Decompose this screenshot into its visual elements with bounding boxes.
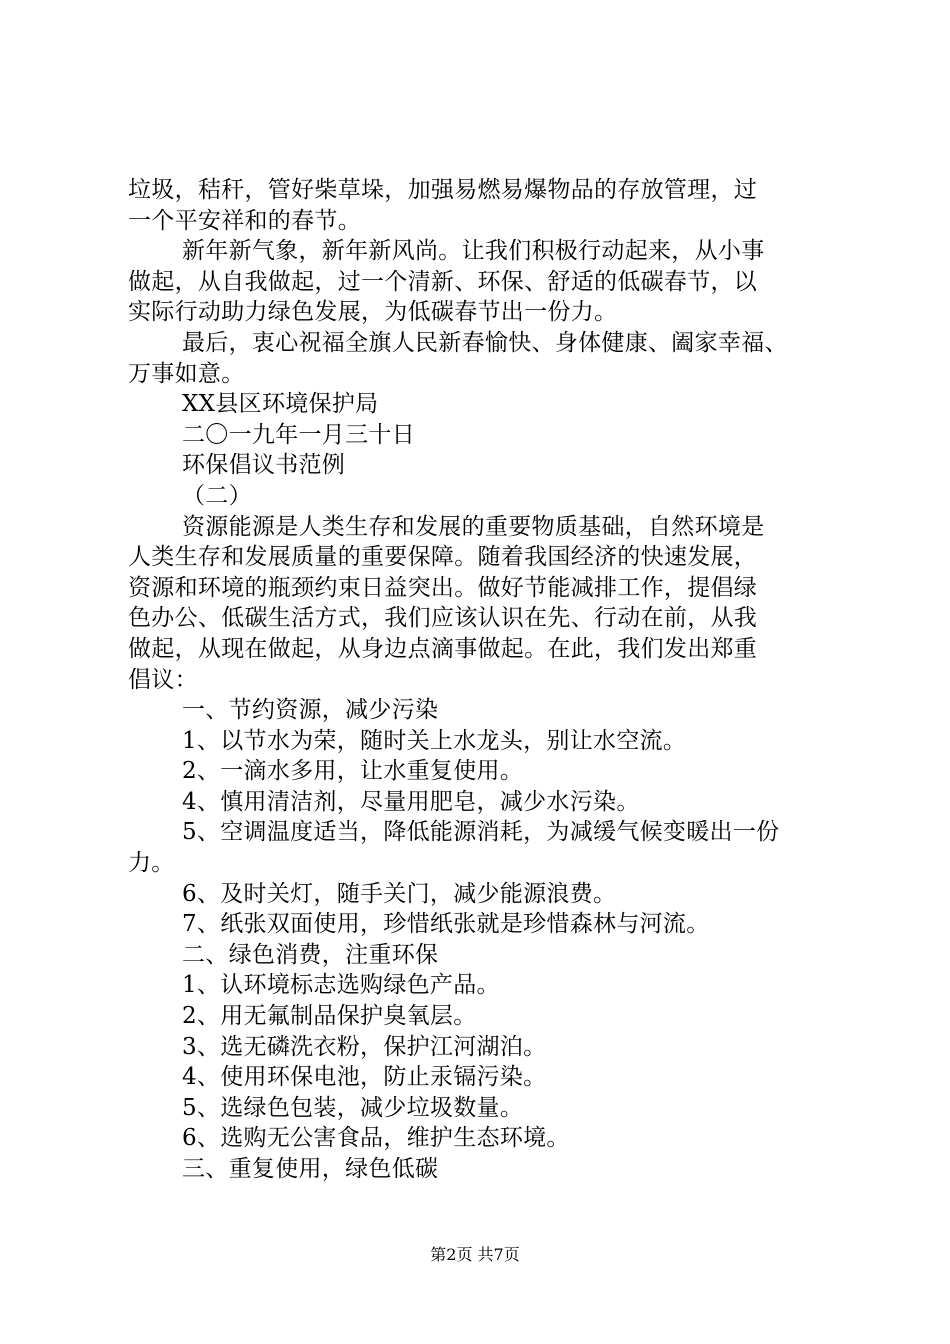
text-line: 二、绿色消费，注重环保	[182, 941, 439, 968]
text-line: 5、选绿色包装，减少垃圾数量。	[182, 1094, 524, 1121]
document-body	[128, 175, 828, 1185]
text-line: 做起，从自我做起，过一个清新、环保、舒适的低碳春节，以	[128, 268, 758, 295]
text-line: 实际行动助力绿色发展，为低碳春节出一份力。	[128, 299, 618, 326]
text-line: 三、重复使用，绿色低碳	[182, 1156, 439, 1182]
text-line: 最后，衷心祝福全旗人民新春愉快、身体健康、阖家幸福、	[182, 329, 788, 356]
text-line: 做起，从现在做起，从身边点滴事做起。在此，我们发出郑重	[128, 635, 758, 662]
text-line: 6、及时关灯，随手关门，减少能源浪费。	[182, 880, 617, 907]
page-footer: 第2页 共7页	[430, 1245, 520, 1264]
text-line: （二）	[182, 482, 252, 509]
text-line: 一、节约资源，减少污染	[182, 697, 439, 724]
text-line: 力。	[128, 850, 175, 877]
text-line: 6、选购无公害食品，维护生态环境。	[182, 1125, 570, 1152]
text-line: 倡议：	[128, 666, 198, 693]
text-line: 4、慎用清洁剂，尽量用肥皂，减少水污染。	[182, 788, 640, 815]
text-line: 二〇一九年一月三十日	[182, 421, 415, 448]
text-line: 2、一滴水多用，让水重复使用。	[182, 758, 524, 785]
text-line: 资源能源是人类生存和发展的重要物质基础，自然环境是	[182, 513, 765, 540]
text-line: 万事如意。	[128, 360, 245, 387]
text-line: 环保倡议书范例	[182, 452, 346, 479]
text-line: 5、空调温度适当，降低能源消耗，为减缓气候变暖出一份	[182, 819, 780, 846]
text-line: 2、用无氟制品保护臭氧层。	[182, 1003, 477, 1030]
text-line: XX县区环境保护局	[182, 391, 379, 418]
text-line: 色办公、低碳生活方式，我们应该认识在先、行动在前，从我	[128, 605, 758, 632]
text-line: 3、选无磷洗衣粉，保护江河湖泊。	[182, 1033, 547, 1060]
text-line: 垃圾，秸秆，管好柴草垛，加强易燃易爆物品的存放管理，过	[128, 177, 758, 203]
text-line: 7、纸张双面使用，珍惜纸张就是珍惜森林与河流。	[182, 911, 710, 938]
text-line: 一个平安祥和的春节。	[128, 207, 361, 234]
text-line: 4、使用环保电池，防止汞镉污染。	[182, 1064, 547, 1091]
text-line: 1、以节水为荣，随时关上水龙头，别让水空流。	[182, 727, 687, 754]
text-line: 新年新气象，新年新风尚。让我们积极行动起来，从小事	[182, 238, 765, 265]
text-line: 资源和环境的瓶颈约束日益突出。做好节能减排工作，提倡绿	[128, 574, 758, 601]
text-line: 1、认环境标志选购绿色产品。	[182, 972, 500, 999]
text-line: 人类生存和发展质量的重要保障。随着我国经济的快速发展，	[128, 544, 758, 571]
